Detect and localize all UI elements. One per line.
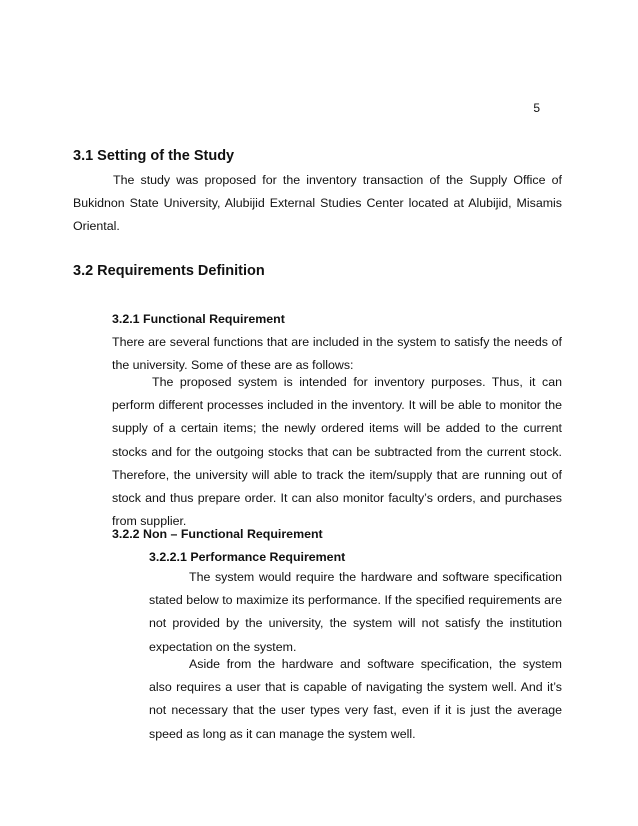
non-functional-requirement-heading: 3.2.2 Non – Functional Requirement (112, 527, 323, 541)
section-3-2-heading: 3.2 Requirements Definition (73, 263, 265, 279)
functional-requirement-intro: There are several functions that are included in the system to satisfy the needs of the university. Some of these are as follows: (112, 335, 562, 373)
performance-requirement-heading: 3.2.2.1 Performance Requirement (149, 550, 346, 564)
section-3-1-body: The study was proposed for the inventory transaction of the Supply Office of Bukidnon State University, Alubijid External Studies Center located at Alubijid, Misamis Oriental. (73, 173, 562, 234)
page-number: 5 (533, 101, 540, 115)
functional-requirement-body: The proposed system is intended for inventory purposes. Thus, it can perform different processes included in the inventory. It will be able to monitor the supply of a certain items; the newly ordered items will be added to the current stocks and for the outgoing stocks that can be subtracted from the current stock. Therefore, the university will able to track the item/supply that are running out of stock and thus prepare order. It can also monitor faculty’s orders, and purchases from supplier. (112, 375, 562, 529)
performance-requirement-para-2: Aside from the hardware and software specification, the system also requires a user that is capable of navigating the system well. And it’s not necessary that the user types very fast, even if it is just the average speed as long as it can manage the system well. (149, 657, 562, 741)
section-3-1-heading: 3.1 Setting of the Study (73, 148, 235, 164)
performance-requirement-para-1: The system would require the hardware and software specification stated below to maximize its performance. If the specified requirements are not provided by the university, the system will not satisfy the institution expectation on the system. (149, 570, 562, 654)
functional-requirement-heading: 3.2.1 Functional Requirement (112, 312, 285, 326)
